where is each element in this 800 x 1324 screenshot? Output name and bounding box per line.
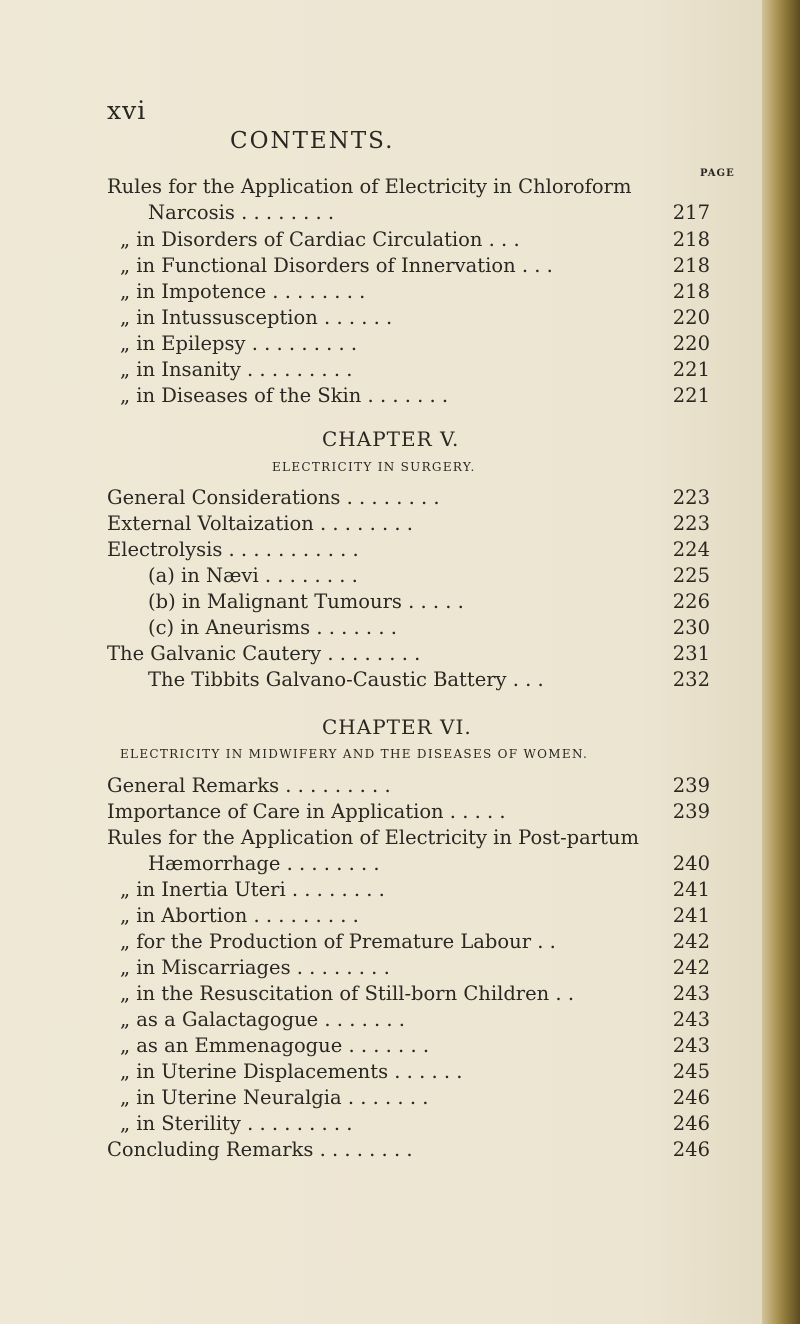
chapter-subtitle: ELECTRICITY IN SURGERY. xyxy=(272,460,476,474)
page-column-label: PAGE xyxy=(700,168,735,179)
toc-entry: „ in Epilepsy . . . . . . . . . xyxy=(120,332,358,355)
toc-entry: „ in the Resuscitation of Still-born Children . . xyxy=(120,982,575,1005)
chapter-subtitle: ELECTRICITY IN MIDWIFERY AND THE DISEASES OF WOMEN. xyxy=(120,747,589,761)
toc-entry: „ in Intussusception . . . . . . xyxy=(120,306,393,329)
toc-entry: „ in Uterine Displacements . . . . . . xyxy=(120,1060,463,1083)
toc-entry: „ as an Emmenagogue . . . . . . . xyxy=(120,1034,430,1057)
toc-page-number: 246 xyxy=(672,1112,710,1135)
toc-page-number: 220 xyxy=(672,332,710,355)
toc-entry: The Galvanic Cautery . . . . . . . . xyxy=(107,642,421,665)
toc-page-number: 225 xyxy=(672,564,710,587)
toc-page-number: 226 xyxy=(672,590,710,613)
toc-entry: „ in Abortion . . . . . . . . . xyxy=(120,904,359,927)
toc-entry: (b) in Malignant Tumours . . . . . xyxy=(148,590,464,613)
toc-page-number: 243 xyxy=(672,1008,710,1031)
toc-page-number: 220 xyxy=(672,306,710,329)
toc-page-number: 223 xyxy=(672,512,710,535)
toc-entry: „ in Uterine Neuralgia . . . . . . . xyxy=(120,1086,429,1109)
toc-entry: Rules for the Application of Electricity in Chloroform xyxy=(107,175,632,198)
chapter-title: CHAPTER VI. xyxy=(322,715,472,739)
toc-page-number: 218 xyxy=(672,228,710,251)
toc-entry: General Remarks . . . . . . . . . xyxy=(107,774,391,797)
page-number: xvi xyxy=(107,96,147,125)
toc-page-number: 242 xyxy=(672,930,710,953)
toc-entry: „ in Diseases of the Skin . . . . . . . xyxy=(120,384,449,407)
toc-entry: (c) in Aneurisms . . . . . . . xyxy=(148,616,397,639)
toc-page-number: 245 xyxy=(672,1060,710,1083)
toc-entry: „ for the Production of Premature Labour . . xyxy=(120,930,556,953)
toc-entry: Rules for the Application of Electricity in Post-partum xyxy=(107,826,639,849)
toc-entry: „ in Disorders of Cardiac Circulation . . . xyxy=(120,228,520,251)
toc-page-number: 230 xyxy=(672,616,710,639)
toc-entry: „ in Miscarriages . . . . . . . . xyxy=(120,956,390,979)
running-title: CONTENTS. xyxy=(230,128,395,154)
toc-entry: External Voltaization . . . . . . . . xyxy=(107,512,413,535)
toc-page-number: 239 xyxy=(672,800,710,823)
toc-entry: The Tibbits Galvano-Caustic Battery . . . xyxy=(148,668,544,691)
toc-page-number: 218 xyxy=(672,280,710,303)
toc-entry: (a) in Nævi . . . . . . . . xyxy=(148,564,358,587)
toc-entry: Narcosis . . . . . . . . xyxy=(148,201,335,224)
toc-entry: Electrolysis . . . . . . . . . . . xyxy=(107,538,359,561)
toc-entry: Hæmorrhage . . . . . . . . xyxy=(148,852,380,875)
chapter-title: CHAPTER V. xyxy=(322,427,460,451)
toc-page-number: 246 xyxy=(672,1138,710,1161)
toc-entry: „ in Inertia Uteri . . . . . . . . xyxy=(120,878,385,901)
toc-page-number: 240 xyxy=(672,852,710,875)
toc-entry: „ in Impotence . . . . . . . . xyxy=(120,280,366,303)
toc-page-number: 221 xyxy=(672,358,710,381)
toc-page-number: 241 xyxy=(672,904,710,927)
page-edge-shadow xyxy=(762,0,800,1324)
toc-page-number: 221 xyxy=(672,384,710,407)
toc-page-number: 218 xyxy=(672,254,710,277)
toc-entry: Concluding Remarks . . . . . . . . xyxy=(107,1138,413,1161)
toc-entry: „ in Sterility . . . . . . . . . xyxy=(120,1112,353,1135)
toc-page-number: 242 xyxy=(672,956,710,979)
toc-page-number: 241 xyxy=(672,878,710,901)
toc-page-number: 239 xyxy=(672,774,710,797)
toc-page-number: 224 xyxy=(672,538,710,561)
toc-page-number: 217 xyxy=(672,201,710,224)
toc-page-number: 232 xyxy=(672,668,710,691)
toc-page-number: 243 xyxy=(672,1034,710,1057)
toc-entry: „ as a Galactagogue . . . . . . . xyxy=(120,1008,405,1031)
toc-entry: „ in Insanity . . . . . . . . . xyxy=(120,358,353,381)
toc-page-number: 243 xyxy=(672,982,710,1005)
toc-entry: General Considerations . . . . . . . . xyxy=(107,486,440,509)
toc-page-number: 246 xyxy=(672,1086,710,1109)
toc-page-number: 223 xyxy=(672,486,710,509)
toc-entry: Importance of Care in Application . . . . . xyxy=(107,800,506,823)
toc-entry: „ in Functional Disorders of Innervation . . . xyxy=(120,254,553,277)
toc-page-number: 231 xyxy=(672,642,710,665)
